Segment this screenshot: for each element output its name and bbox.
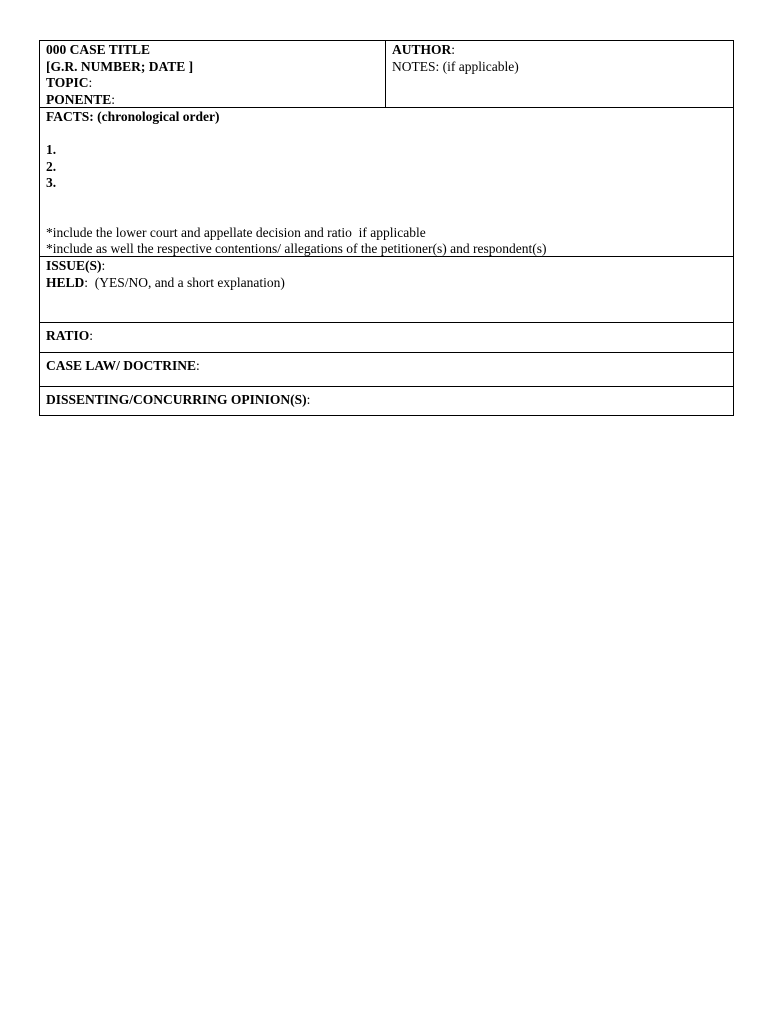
facts-cell bbox=[40, 108, 733, 256]
topic-line bbox=[46, 75, 379, 92]
dissent-line bbox=[46, 392, 727, 409]
ratio-line bbox=[46, 328, 727, 345]
case-law-row bbox=[40, 352, 733, 386]
facts-heading: FACTS: (chronological order) bbox=[46, 109, 220, 124]
author-cell bbox=[386, 41, 733, 107]
topic-label: TOPIC bbox=[46, 75, 89, 90]
case-info-cell bbox=[40, 41, 386, 107]
topic-colon: : bbox=[88, 75, 93, 90]
ratio-cell bbox=[40, 323, 733, 352]
facts-item-3: 3. bbox=[46, 175, 57, 190]
ponente-label: PONENTE bbox=[46, 91, 112, 107]
case-title: 000 CASE TITLE bbox=[46, 42, 151, 57]
facts-item-2: 2. bbox=[46, 158, 57, 174]
case-law-line bbox=[46, 358, 727, 375]
ratio-row bbox=[40, 322, 733, 352]
facts-note-2: *include as well the respective contentions/ allegations of the petitioner(s) and respondent(s) bbox=[46, 241, 547, 256]
held-text: : (YES/NO, and a short explanation) bbox=[84, 274, 285, 290]
case-law-cell bbox=[40, 353, 733, 386]
case-digest-table bbox=[39, 40, 734, 416]
issue-label: ISSUE(S) bbox=[46, 258, 102, 273]
issue-line bbox=[46, 258, 727, 275]
facts-item-1: 1. bbox=[46, 142, 57, 157]
header-row bbox=[40, 41, 733, 107]
issue-row bbox=[40, 256, 733, 322]
author-colon: : bbox=[451, 42, 456, 57]
gr-number: [G.R. NUMBER; DATE ] bbox=[46, 58, 194, 74]
ratio-label: RATIO bbox=[46, 328, 90, 343]
notes-label: NOTES: (if applicable) bbox=[392, 58, 519, 74]
case-law-colon: : bbox=[196, 358, 200, 373]
case-law-label: CASE LAW/ DOCTRINE bbox=[46, 358, 197, 373]
dissent-label: DISSENTING/CONCURRING OPINION(S) bbox=[46, 392, 307, 407]
issue-colon: : bbox=[101, 258, 106, 273]
ponente-line bbox=[46, 92, 379, 109]
author-line bbox=[392, 42, 727, 59]
dissent-colon: : bbox=[306, 392, 311, 407]
issue-cell bbox=[40, 257, 733, 322]
author-label: AUTHOR bbox=[392, 42, 452, 57]
facts-note-1: *include the lower court and appellate decision and ratio if applicable bbox=[46, 224, 426, 240]
dissent-row bbox=[40, 386, 733, 415]
held-label: HELD bbox=[46, 274, 85, 290]
ratio-colon: : bbox=[89, 328, 94, 343]
ponente-colon: : bbox=[111, 91, 116, 107]
dissent-cell bbox=[40, 387, 733, 415]
held-line bbox=[46, 275, 727, 292]
facts-row bbox=[40, 107, 733, 256]
